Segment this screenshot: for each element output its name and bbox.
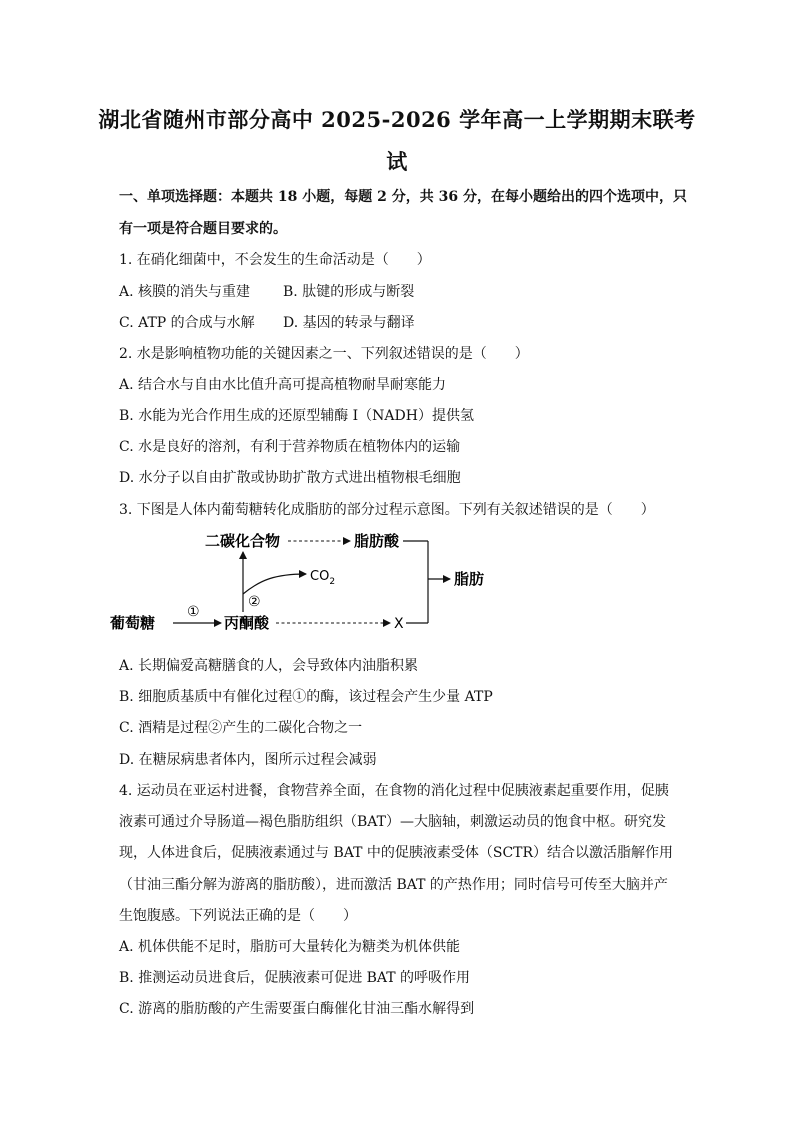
q4-option-b: B. 推测运动员进食后，促胰液素可促进 BAT 的呼吸作用 [119,970,471,986]
q4-stem-line4: （甘油三酯分解为游离的脂肪酸），进而激活 BAT 的产热作用；同时信号可传至大脑并产 [119,877,668,893]
q2-option-c: C. 水是良好的溶剂，有利于营养物质在植物体内的运输 [119,439,461,455]
label-co2-main: CO [310,569,330,584]
q2-option-d: D. 水分子以自由扩散或协助扩散方式进出植物根毛细胞 [119,470,461,486]
label-step-1: ① [187,604,200,620]
q3-option-c: C. 酒精是过程②产生的二碳化合物之一 [119,720,363,736]
label-fat: 脂肪 [454,570,485,588]
q2-option-a: A. 结合水与自由水比值升高可提高植物耐旱耐寒能力 [119,377,447,393]
q1-option-a: A. 核膜的消失与重建 [119,284,251,300]
label-x: X [394,616,404,632]
q4-option-a: A. 机体供能不足时，脂肪可大量转化为糖类为机体供能 [119,939,461,955]
exam-title-line1: 湖北省随州市部分高中 2025-2026 学年高一上学期期末联考 [98,107,696,132]
q2-option-b: B. 水能为光合作用生成的还原型辅酶 I（NADH）提供氢 [119,408,474,424]
label-step-2: ② [248,594,261,610]
q3-option-d: D. 在糖尿病患者体内，图所示过程会减弱 [119,752,377,768]
q3-option-a: A. 长期偏爱高糖膳食的人，会导致体内油脂积累 [119,658,419,674]
q4-stem-line2: 液素可通过介导肠道—褐色脂肪组织（BAT）—大脑轴，刺激运动员的饱食中枢。研究发 [119,814,666,830]
section-heading-line1: 一、单项选择题：本题共 18 小题，每题 2 分，共 36 分，在每小题给出的四个选项中，只 [119,189,687,205]
section-heading-line2: 有一项是符合题目要求的。 [119,221,287,237]
q3-option-b: B. 细胞质基质中有催化过程①的酶，该过程会产生少量 ATP [119,689,493,705]
q3-stem: 3. 下图是人体内葡萄糖转化成脂肪的部分过程示意图。下列有关叙述错误的是（ ） [119,502,655,518]
q1-option-c: C. ATP 的合成与水解 [119,315,255,331]
q1-option-b: B. 肽键的形成与断裂 [283,284,415,300]
exam-title-line2: 试 [386,149,408,174]
label-co2 [310,569,335,587]
q4-stem-line3: 现，人体进食后，促胰液素通过与 BAT 中的促胰液素受体（SCTR）结合以激活脂解作用 [119,845,674,861]
q1-option-d: D. 基因的转录与翻译 [283,315,415,331]
label-co2-sub: 2 [329,577,336,587]
q4-option-c: C. 游离的脂肪酸的产生需要蛋白酶催化甘油三酯水解得到 [119,1001,475,1017]
label-pyruvate: 丙酮酸 [224,614,270,632]
metabolism-diagram [110,528,530,638]
label-glucose: 葡萄糖 [110,614,156,632]
label-two-carbon: 二碳化合物 [205,532,281,550]
q2-stem: 2. 水是影响植物功能的关键因素之一、下列叙述错误的是（ ） [119,346,529,362]
label-fatty-acid: 脂肪酸 [354,532,400,550]
q1-stem: 1. 在硝化细菌中，不会发生的生命活动是（ ） [119,252,431,268]
q4-stem-line5: 生饱腹感。下列说法正确的是（ ） [119,908,357,924]
q4-stem-line1: 4. 运动员在亚运村进餐，食物营养全面，在食物的消化过程中促胰液素起重要作用，促胰 [119,783,669,799]
arrow-to-co2 [243,574,306,594]
